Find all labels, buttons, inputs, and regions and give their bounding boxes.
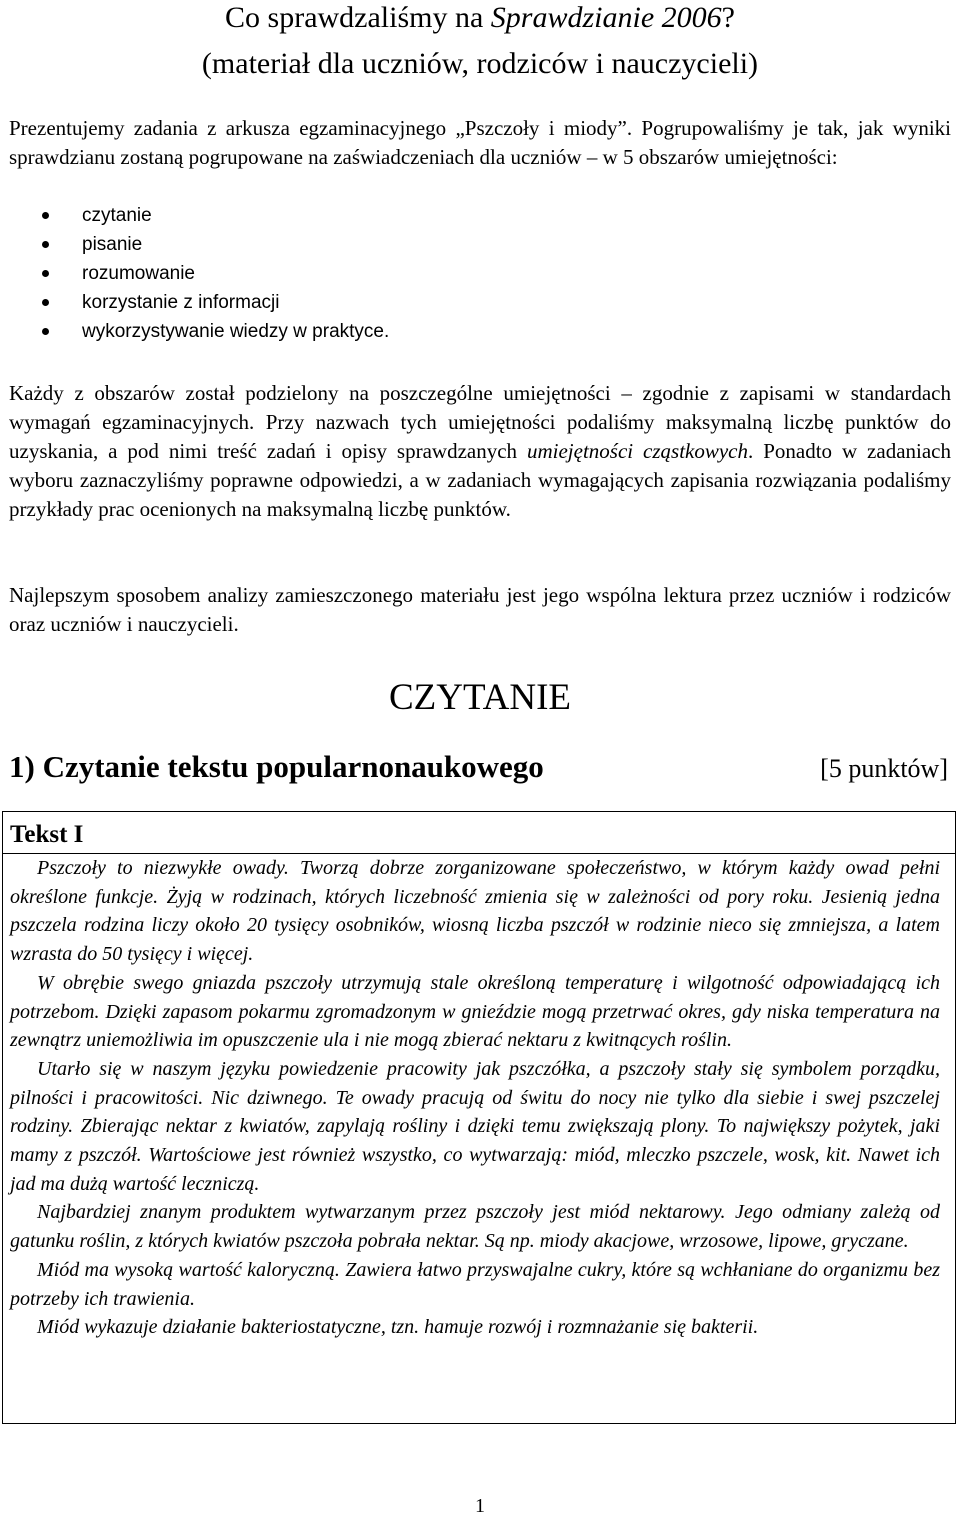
page-title — [0, 0, 960, 36]
bullet-icon — [42, 299, 49, 306]
title-suffix: ? — [721, 1, 735, 34]
section-heading: CZYTANIE — [388, 677, 571, 718]
text-box-body — [10, 854, 940, 1342]
paragraph-italic: umiejętności cząstkowych — [526, 439, 749, 463]
list-item — [38, 201, 389, 230]
title-prefix: Co sprawdzaliśmy na — [225, 1, 491, 34]
title-italic: Sprawdzianie 2006 — [490, 1, 722, 34]
list-item — [38, 259, 389, 288]
page-number: 1 — [475, 1495, 485, 1517]
list-item-label: wykorzystywanie wiedzy w praktyce. — [82, 321, 390, 342]
skills-description-paragraph — [9, 379, 951, 524]
text-paragraph: Miód wykazuje działanie bakteriostatyczne, tzn. hamuje rozwój i rozmnażanie się bakterii. — [37, 1316, 759, 1339]
text-paragraph: Utarło się w naszym języku powiedzenie pracowity jak pszczółka, a pszczoły stały się symbolem porządku, pilności i pracowitości. Nic dziwnego. Te owady pracują od świtu do nocy nie tylko dla siebie i swej pszczelej rodziny. Zbierając nektar z kwiatów, zapylają rośliny i dzięki temu zwiększają plony. To największy pożytek, jaki mamy z pszczół. Wartościowe jest również wszystko, co wytwarzają: miód, mleczko pszczele, wosk, kit. Nawet ich jad ma dużą wartość leczniczą. — [10, 1057, 940, 1195]
task-points: [5 punktów] — [820, 754, 948, 783]
list-item-label: korzystanie z informacji — [82, 292, 280, 313]
reading-advice-paragraph: Najlepszym sposobem analizy zamieszczonego materiału jest jego wspólna lektura przez uczniów i rodziców oraz uczniów i nauczycieli. — [9, 583, 951, 636]
list-item — [38, 230, 389, 259]
text-paragraph: Najbardziej znanym produktem wytwarzanym przez pszczoły jest miód nektarowy. Jego odmiany zależą od gatunku roślin, z których kwiatów pszczoła pobrała nektar. Są np. miody akacjowe, wrzosowe, lipowe, gryczane. — [10, 1201, 940, 1253]
text-paragraph: Pszczoły to niezwykłe owady. Tworzą dobrze zorganizowane społeczeństwo, w którym każdy owad pełni określone funkcje. Żyją w rodzinach, których liczebność zmienia się w zależności od pory roku. Jesienią jedna pszczela rodzina liczy około 20 tysięcy osobników, wiosną liczba pszczół w rodzinie nieco się zmniejsza, a latem wzrasta do 50 tysięcy i więcej. — [10, 857, 940, 966]
text-paragraph: Miód ma wysoką wartość kaloryczną. Zawiera łatwo przyswajalne cukry, które są wchłaniane do organizmu bez potrzeby ich trawienia. — [10, 1258, 940, 1310]
skills-list — [38, 201, 389, 346]
list-item — [38, 288, 389, 317]
paragraph-text: . Ponadto w zadaniach wyboru zaznaczyliśmy poprawne odpowiedzi, a w zadaniach wymagających zapisania rozwiązania podaliśmy przykłady prac ocenionych na maksymalną liczbę punktów. — [9, 439, 951, 521]
task-title: 1) Czytanie tekstu popularnonaukowego — [9, 749, 544, 784]
paragraph-text: Każdy z obszarów został podzielony na poszczególne umiejętności – zgodnie z zapisami w standardach wymagań egzaminacyjnych. Przy nazwach tych umiejętności podaliśmy maksymalną liczbę punktów do uzyskania, a pod nimi treść zadań i opisy sprawdzanych — [9, 381, 951, 463]
reading-text-box — [2, 811, 956, 1424]
text-paragraph: W obrębie swego gniazda pszczoły utrzymują stale określoną temperaturę i wilgotność odpowiadającą ich potrzebom. Dzięki zapasom pokarmu zgromadzonym w gnieździe mogą przetrwać okres, gdy niska temperatura na zewnątrz uniemożliwia im opuszczenie ula i nie mogą zbierać nektaru z kwitnących roślin. — [10, 971, 940, 1052]
list-item — [38, 317, 389, 346]
bullet-icon — [42, 328, 49, 335]
intro-paragraph: Prezentujemy zadania z arkusza egzaminacyjnego „Pszczoły i miody”. Pogrupowaliśmy je tak, jak wyniki sprawdzianu zostaną pogrupowane na zaświadczeniach dla uczniów – w 5 obszarów umiejętności: — [9, 116, 951, 169]
bullet-icon — [42, 270, 49, 277]
list-item-label: pisanie — [82, 234, 143, 255]
bullet-icon — [42, 241, 49, 248]
list-item-label: rozumowanie — [82, 263, 195, 284]
bullet-icon — [42, 212, 49, 219]
text-box-title: Tekst I — [10, 821, 84, 848]
page-subtitle: (materiał dla uczniów, rodziców i nauczycieli) — [201, 47, 759, 80]
list-item-label: czytanie — [82, 205, 152, 226]
